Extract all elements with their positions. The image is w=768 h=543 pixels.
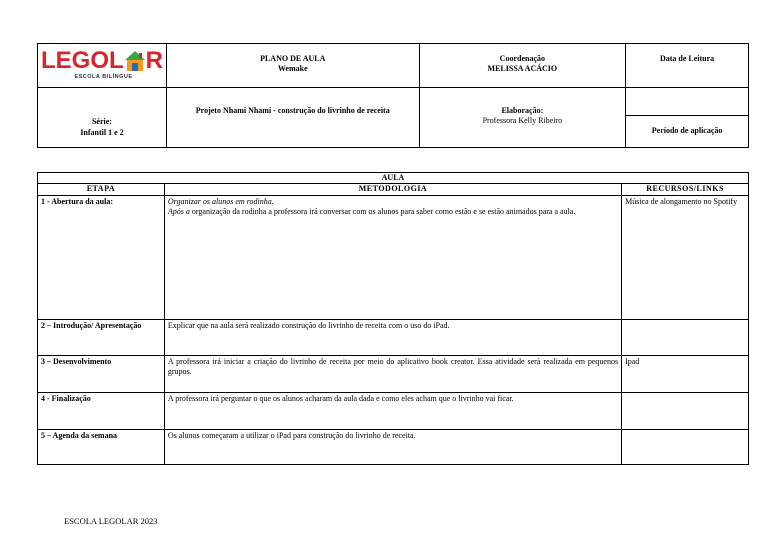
elaboracao-cell xyxy=(419,88,626,148)
col-metodologia: METODOLOGIA xyxy=(164,184,621,195)
projeto-title: Projeto Nhami Nhami - construção do livrinho de receita xyxy=(195,106,390,115)
col-recursos: RECURSOS/LINKS xyxy=(622,184,749,195)
metodologia-cell: A professora irá perguntar o que os alunos acharam da aula dada e como eles acham que o livrinho vai ficar. xyxy=(164,392,621,429)
table-row xyxy=(38,319,749,355)
etapa-cell: 4 - Finalização xyxy=(38,392,165,429)
metodologia-paragraph: Após a organização da rodinha a professora irá conversar com os alunos para saber como estão e se estão animados para a aula. xyxy=(167,207,576,217)
serie-cell xyxy=(38,88,167,148)
col-etapa: ETAPA xyxy=(38,184,165,195)
elaboracao-name: Professora Kelly Ribeiro xyxy=(482,116,563,126)
aula-table xyxy=(37,172,749,465)
logo-tagline: ESCOLA BILÍNGUE xyxy=(74,74,133,81)
metodologia-cell: Os alunos começaram a utilizar o iPad para construção do livrinho de receita. xyxy=(164,429,621,464)
elaboracao-label: Elaboração: xyxy=(501,106,544,115)
serie-label: Série: xyxy=(91,117,112,127)
projeto-cell xyxy=(166,88,419,148)
coordenacao-cell xyxy=(419,44,626,88)
table-row xyxy=(38,355,749,392)
table-row xyxy=(38,429,749,464)
plano-cell xyxy=(166,44,419,88)
recursos-cell xyxy=(622,429,749,464)
periodo-label: Período de aplicação xyxy=(651,126,723,136)
house-logo-icon xyxy=(124,50,146,72)
etapa-cell: 5 – Agenda da semana xyxy=(38,429,165,464)
recursos-cell: Ipad xyxy=(622,355,749,392)
data-leitura-label: Data de Leitura xyxy=(659,54,715,63)
plano-title: PLANO DE AULA xyxy=(260,54,326,63)
header-table xyxy=(37,43,749,148)
serie-value: Infantil 1 e 2 xyxy=(80,127,124,137)
school-logo: LEGOL R xyxy=(41,47,164,75)
etapa-cell: 3 – Desenvolvimento xyxy=(38,355,165,392)
plano-subtitle: Wemake xyxy=(277,64,308,74)
metodologia-cell xyxy=(164,195,621,319)
coordenacao-label: Coordenação xyxy=(499,54,545,63)
coordenacao-name: MELISSA ACÁCIO xyxy=(487,64,558,74)
periodo-cell xyxy=(626,116,749,148)
recursos-cell xyxy=(622,319,749,355)
logo-cell xyxy=(38,44,167,88)
metodologia-cell: Explicar que na aula será realizado construção do livrinho de receita com o uso do iPad. xyxy=(164,319,621,355)
data-leitura-value-cell xyxy=(626,88,749,116)
recursos-cell xyxy=(622,392,749,429)
aula-title: AULA xyxy=(38,173,749,184)
metodologia-cell: A professora irá iniciar a criação do livrinho de receita por meio do aplicativo book creator. Essa atividade será realizada em pequenos grupos. xyxy=(164,355,621,392)
etapa-cell: 1 - Abertura da aula: xyxy=(38,195,165,319)
table-row xyxy=(38,392,749,429)
table-row xyxy=(38,195,749,319)
metodologia-line: Organizar os alunos em rodinha. xyxy=(167,196,274,206)
etapa-cell: 2 – Introdução/ Apresentação xyxy=(38,319,165,355)
footer-text: ESCOLA LEGOLAR 2023 xyxy=(64,516,158,526)
recursos-cell: Música de alongamento no Spotify xyxy=(622,195,749,319)
data-leitura-cell xyxy=(626,44,749,88)
